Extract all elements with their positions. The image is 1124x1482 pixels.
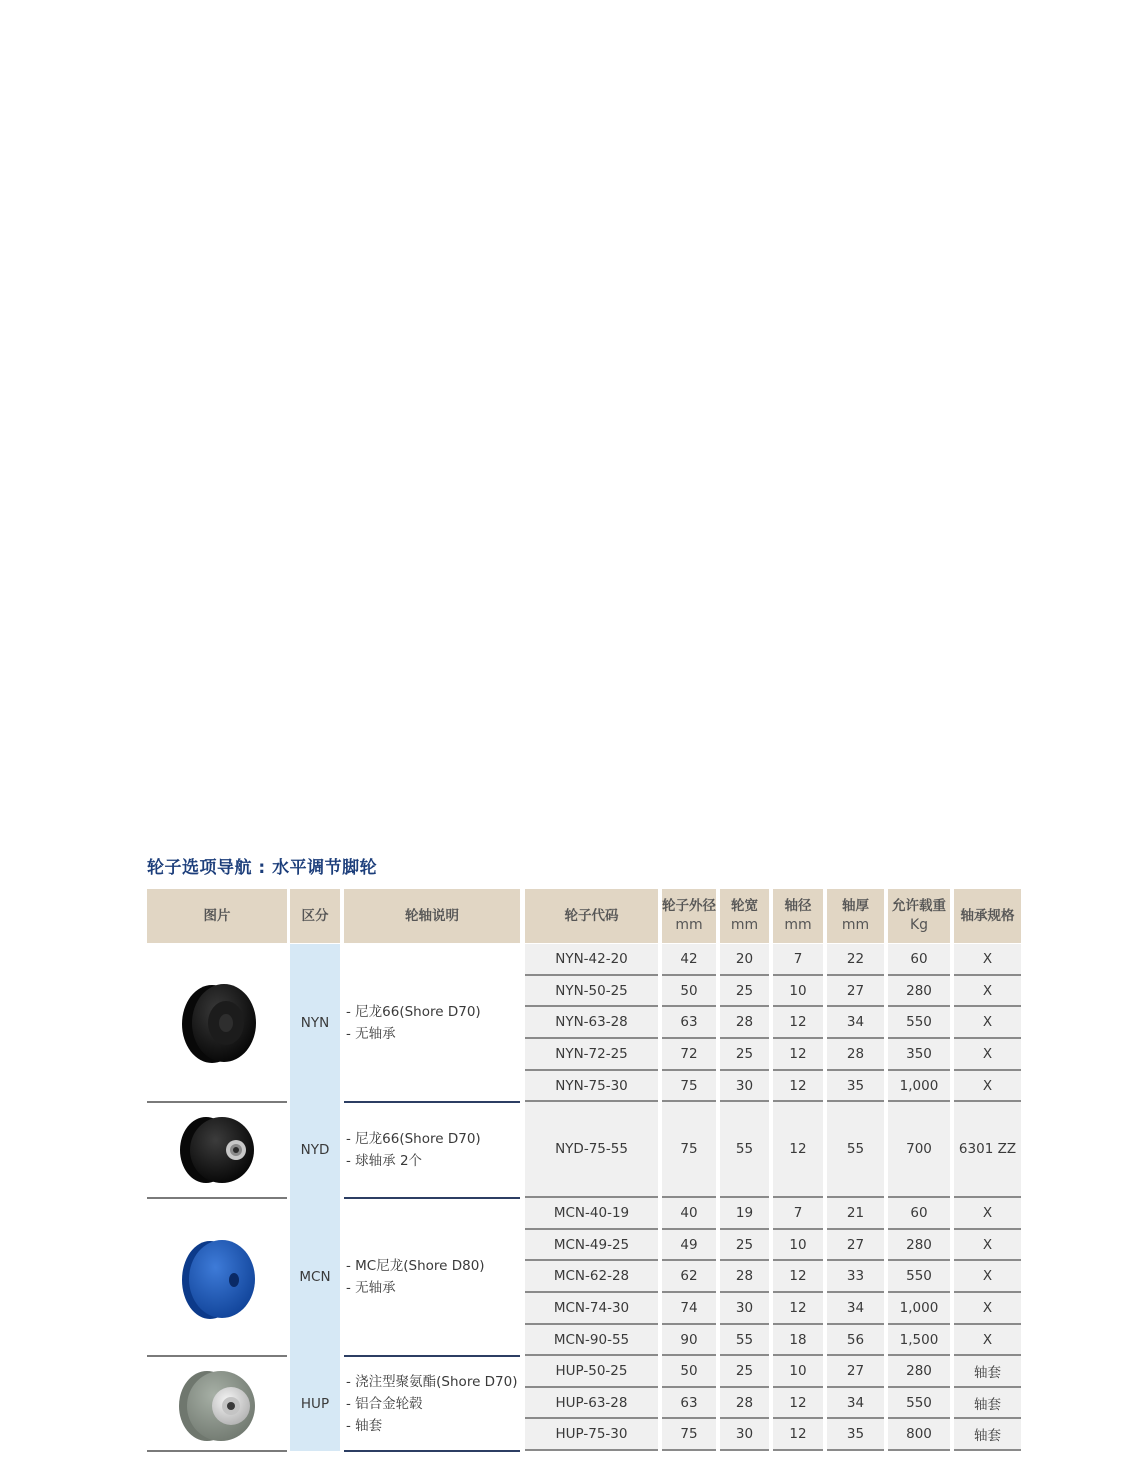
cell-load: 550 — [888, 1388, 950, 1420]
cell-code: HUP-50-25 — [525, 1356, 658, 1388]
cell-width: 30 — [720, 1293, 769, 1325]
cell-axle: 10 — [773, 1356, 823, 1388]
cell-code: NYN-75-30 — [525, 1071, 658, 1103]
cell-code: HUP-75-30 — [525, 1419, 658, 1451]
cell-bearing: X — [954, 1325, 1021, 1357]
description-line: - 无轴承 — [346, 1280, 396, 1296]
cell-axle: 10 — [773, 976, 823, 1008]
group-divider — [344, 1450, 520, 1452]
cell-hub: 34 — [827, 1007, 884, 1039]
group-divider — [147, 1450, 287, 1452]
cell-code: MCN-90-55 — [525, 1325, 658, 1357]
cell-diameter: 50 — [662, 976, 716, 1008]
cell-code: NYN-72-25 — [525, 1039, 658, 1071]
cell-width: 55 — [720, 1102, 769, 1198]
description-line: - MC尼龙(Shore D80) — [346, 1258, 485, 1274]
cell-load: 550 — [888, 1007, 950, 1039]
description-hup — [346, 1356, 518, 1451]
header-diameter: 轮子外径 mm — [662, 889, 716, 943]
cell-hub: 34 — [827, 1293, 884, 1325]
page-title: 轮子选项导航 : 水平调节脚轮 — [147, 858, 378, 878]
cell-code: MCN-40-19 — [525, 1198, 658, 1230]
header-hub: 轴厚 mm — [827, 889, 884, 943]
cell-load: 1,500 — [888, 1325, 950, 1357]
header-image: 图片 — [147, 889, 287, 943]
cell-axle: 12 — [773, 1419, 823, 1451]
cell-diameter: 63 — [662, 1007, 716, 1039]
header-axle: 轴径 mm — [773, 889, 823, 943]
cell-bearing: X — [954, 1230, 1021, 1262]
cell-diameter: 75 — [662, 1102, 716, 1198]
cell-axle: 12 — [773, 1071, 823, 1103]
cell-diameter: 75 — [662, 1071, 716, 1103]
cell-diameter: 49 — [662, 1230, 716, 1262]
cell-diameter: 62 — [662, 1261, 716, 1293]
cell-axle: 12 — [773, 1102, 823, 1198]
cell-axle: 12 — [773, 1039, 823, 1071]
header-category: 区分 — [290, 889, 340, 943]
cell-bearing: X — [954, 1039, 1021, 1071]
description-line: - 铝合金轮毂 — [346, 1395, 423, 1412]
cell-hub: 27 — [827, 1230, 884, 1262]
cell-width: 19 — [720, 1198, 769, 1230]
cell-width: 55 — [720, 1325, 769, 1357]
cell-load: 60 — [888, 1198, 950, 1230]
description-line: - 浇注型聚氨酯(Shore D70) — [346, 1373, 518, 1390]
cell-code: NYN-50-25 — [525, 976, 658, 1008]
cell-width: 25 — [720, 1356, 769, 1388]
cell-load: 1,000 — [888, 1071, 950, 1103]
cell-code: MCN-49-25 — [525, 1230, 658, 1262]
cell-bearing: 轴套 — [954, 1356, 1021, 1388]
category-label-hup: HUP — [300, 1395, 330, 1412]
cell-bearing: 轴套 — [954, 1388, 1021, 1420]
cell-code: NYN-42-20 — [525, 944, 658, 976]
cell-axle: 12 — [773, 1007, 823, 1039]
header-load: 允许载重 Kg — [888, 889, 950, 943]
cell-axle: 7 — [773, 944, 823, 976]
cell-load: 280 — [888, 976, 950, 1008]
cell-width: 30 — [720, 1419, 769, 1451]
cell-axle: 12 — [773, 1293, 823, 1325]
cell-load: 800 — [888, 1419, 950, 1451]
cell-width: 28 — [720, 1007, 769, 1039]
cell-hub: 56 — [827, 1325, 884, 1357]
wheel-image-nyd — [176, 1114, 260, 1186]
group-divider — [147, 1101, 287, 1103]
cell-hub: 55 — [827, 1102, 884, 1198]
description-line: - 尼龙66(Shore D70) — [346, 1131, 481, 1147]
cell-hub: 28 — [827, 1039, 884, 1071]
cell-bearing: X — [954, 1198, 1021, 1230]
cell-bearing: 6301 ZZ — [954, 1102, 1021, 1198]
cell-width: 20 — [720, 944, 769, 976]
header-description: 轮轴说明 — [344, 889, 520, 943]
cell-diameter: 90 — [662, 1325, 716, 1357]
description-line: - 尼龙66(Shore D70) — [346, 1004, 481, 1020]
cell-bearing: X — [954, 1071, 1021, 1103]
cell-diameter: 63 — [662, 1388, 716, 1420]
cell-hub: 27 — [827, 1356, 884, 1388]
wheel-image-nyn — [176, 980, 260, 1066]
cell-code: MCN-74-30 — [525, 1293, 658, 1325]
wheel-image-hup — [173, 1368, 261, 1444]
cell-diameter: 75 — [662, 1419, 716, 1451]
cell-axle: 10 — [773, 1230, 823, 1262]
cell-bearing: X — [954, 1261, 1021, 1293]
cell-bearing: X — [954, 976, 1021, 1008]
cell-width: 28 — [720, 1388, 769, 1420]
group-divider — [344, 1355, 520, 1357]
cell-code: MCN-62-28 — [525, 1261, 658, 1293]
cell-width: 28 — [720, 1261, 769, 1293]
cell-axle: 7 — [773, 1198, 823, 1230]
cell-code: NYD-75-55 — [525, 1102, 658, 1198]
cell-width: 30 — [720, 1071, 769, 1103]
cell-diameter: 50 — [662, 1356, 716, 1388]
description-nyn — [346, 944, 518, 1102]
description-line: - 无轴承 — [346, 1026, 396, 1042]
description-line: - 球轴承 2个 — [346, 1153, 423, 1169]
group-divider — [344, 1197, 520, 1199]
cell-hub: 35 — [827, 1419, 884, 1451]
cell-hub: 35 — [827, 1071, 884, 1103]
description-mcn — [346, 1198, 518, 1356]
description-line: - 轴套 — [346, 1417, 383, 1434]
cell-axle: 12 — [773, 1388, 823, 1420]
cell-bearing: 轴套 — [954, 1419, 1021, 1451]
cell-bearing: X — [954, 1293, 1021, 1325]
cell-code: HUP-63-28 — [525, 1388, 658, 1420]
cell-hub: 22 — [827, 944, 884, 976]
cell-axle: 18 — [773, 1325, 823, 1357]
cell-load: 280 — [888, 1356, 950, 1388]
cell-code: NYN-63-28 — [525, 1007, 658, 1039]
category-label-nyn: NYN — [300, 1015, 330, 1031]
cell-hub: 34 — [827, 1388, 884, 1420]
cell-hub: 21 — [827, 1198, 884, 1230]
description-nyd — [346, 1102, 518, 1198]
cell-width: 25 — [720, 976, 769, 1008]
cell-load: 700 — [888, 1102, 950, 1198]
cell-width: 25 — [720, 1039, 769, 1071]
group-divider — [147, 1355, 287, 1357]
cell-diameter: 42 — [662, 944, 716, 976]
header-width: 轮宽 mm — [720, 889, 769, 943]
cell-diameter: 40 — [662, 1198, 716, 1230]
cell-hub: 27 — [827, 976, 884, 1008]
cell-diameter: 74 — [662, 1293, 716, 1325]
header-bearing: 轴承规格 — [954, 889, 1021, 943]
cell-bearing: X — [954, 944, 1021, 976]
cell-load: 1,000 — [888, 1293, 950, 1325]
cell-bearing: X — [954, 1007, 1021, 1039]
cell-load: 350 — [888, 1039, 950, 1071]
category-label-mcn: MCN — [299, 1269, 331, 1285]
cell-load: 280 — [888, 1230, 950, 1262]
header-code: 轮子代码 — [525, 889, 658, 943]
wheel-image-mcn — [176, 1236, 260, 1322]
cell-hub: 33 — [827, 1261, 884, 1293]
category-label-nyd: NYD — [300, 1142, 330, 1158]
group-divider — [147, 1197, 287, 1199]
cell-load: 60 — [888, 944, 950, 976]
cell-load: 550 — [888, 1261, 950, 1293]
cell-width: 25 — [720, 1230, 769, 1262]
cell-diameter: 72 — [662, 1039, 716, 1071]
group-divider — [344, 1101, 520, 1103]
cell-axle: 12 — [773, 1261, 823, 1293]
